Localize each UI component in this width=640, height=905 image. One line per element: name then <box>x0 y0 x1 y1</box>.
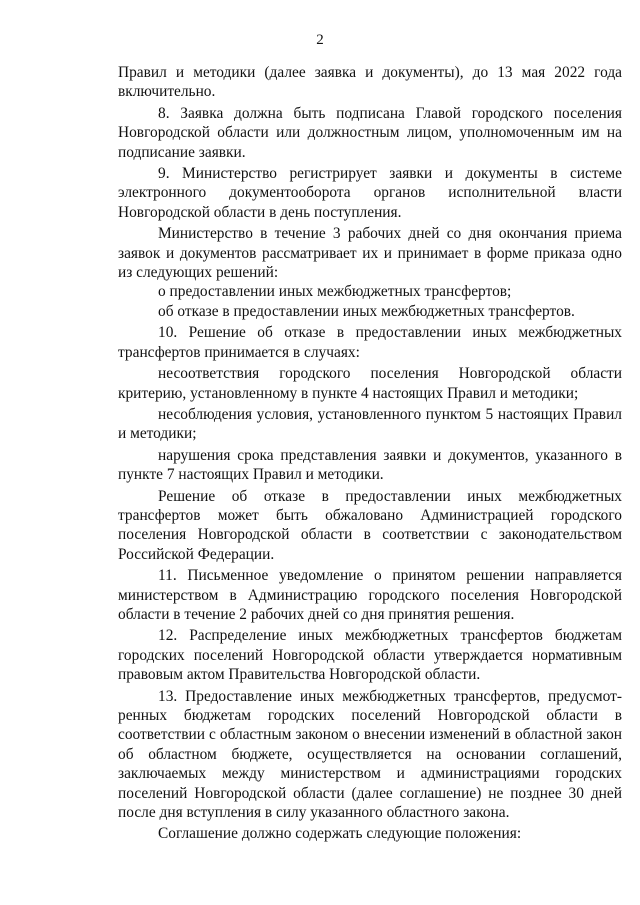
paragraph-clause-13: 13. Предоставление иных межбюджетных трансфертов, предусмот-ренных бюджетам городских поселений Новгородской области в соответствии с областным законом о внесении изменений в областной закон об областном бюджете, осуществляется на основании соглашений, заключаемых между министерством и администрациями городских поселений Новгородской области (далее соглашение) не позднее 30 дней после дня вступления в силу указанного областного закона. <box>118 687 622 822</box>
paragraph-clause-10: 10. Решение об отказе в предоставлении иных межбюджетных трансфертов принимается в случаях: <box>118 324 622 361</box>
paragraph-clause-8: 8. Заявка должна быть подписана Главой городского поселения Новгородской области или должностным лицом, уполномоченным им на подписание заявки. <box>118 104 622 161</box>
document-body <box>118 63 622 844</box>
list-item-refusal-deadline: нарушения срока представления заявки и документов, указанного в пункте 7 настоящих Правил и методики. <box>118 446 622 484</box>
list-item-refusal-condition: несоблюдения условия, установленного пунктом 5 настоящих Правил и методики; <box>118 405 622 443</box>
paragraph-review-decision: Министерство в течение 3 рабочих дней со дня окончания приема заявок и документов рассматривает их и принимает в форме приказа одно из следующих решений: <box>118 225 622 282</box>
list-item-decision-grant: о предоставлении иных межбюджетных трансфертов; <box>158 283 512 301</box>
paragraph-clause-12: 12. Распределение иных межбюджетных трансфертов бюджетам городских поселений Новгородской области утверждается нормативным правовым актом Правительства Новгородской области. <box>118 627 622 684</box>
page-number: 2 <box>316 32 324 48</box>
paragraph-appeal: Решение об отказе в предоставлении иных межбюджетных трансфертов может быть обжаловано Администрацией городского поселения Новгородской области в соответствии с законодательством Российской Федерации. <box>118 487 622 563</box>
paragraph-clause-11: 11. Письменное уведомление о принятом решении направляется министерством в Администрацию городского поселения Новгородской области в течение 2 рабочих дней со дня принятия решения. <box>118 567 622 623</box>
paragraph-continuation: Правил и методики (далее заявка и документы), до 13 мая 2022 года включительно. <box>118 64 622 101</box>
paragraph-clause-9: 9. Министерство регистрирует заявки и документы в системе электронного документооборота органов исполнительной власти Новгородской области в день поступления. <box>118 165 622 221</box>
list-item-decision-refuse: об отказе в предоставлении иных межбюджетных трансфертов. <box>158 302 575 320</box>
list-item-refusal-criterion: несоответствия городского поселения Новгородской области критерию, установленному в пункте 4 настоящих Правил и методики; <box>118 365 622 402</box>
paragraph-agreement-provisions: Соглашение должно содержать следующие положения: <box>158 825 522 843</box>
